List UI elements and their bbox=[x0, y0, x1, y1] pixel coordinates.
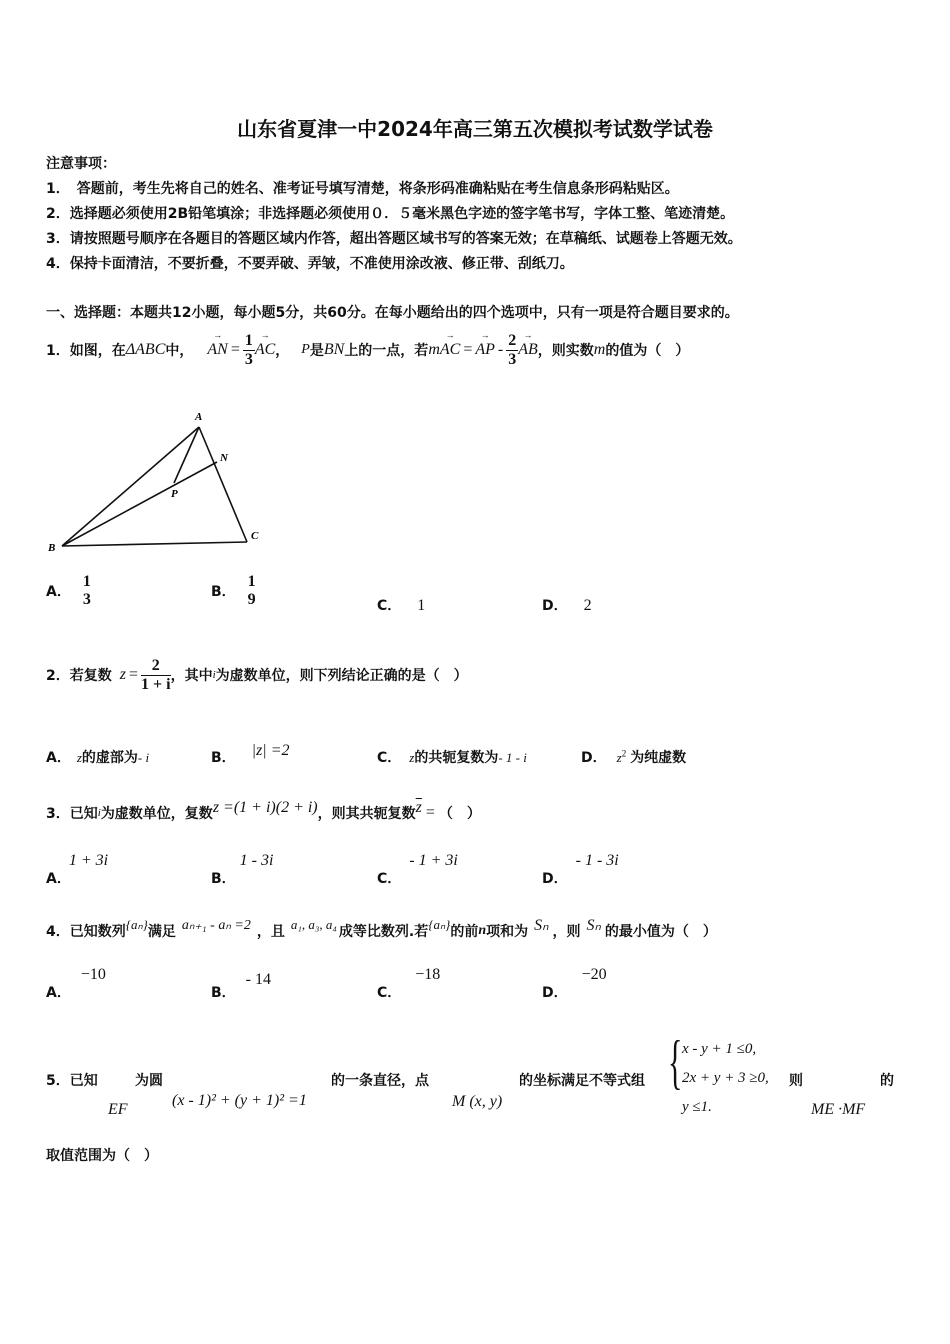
q5-text-1: 5．已知 bbox=[46, 1073, 98, 1089]
vector-an: → AN bbox=[207, 341, 227, 359]
q5-text-7: 取值范围为（ ） bbox=[46, 1148, 158, 1164]
question-4: 4．已知数列 {aₙ} 满足 aₙ₊₁ - aₙ =2 ，且 a₁, a₃, a₄ 成等比数列.若 {aₙ} 的前 n 项和为 Sₙ ，则 Sₙ 的最小值为（ ） bbox=[46, 917, 717, 940]
fraction-one-third: $\frac{1}{3}$ bbox=[244, 331, 253, 368]
q5-circle: (x - 1)² + (y + 1)² =1 bbox=[172, 1092, 307, 1109]
q2-option-a[interactable]: A． z的虚部为- i bbox=[46, 750, 150, 766]
complex-expr: z =(1 + i)(2 + i) bbox=[212, 799, 318, 816]
q5-text-3: 的一条直径，点 bbox=[331, 1073, 429, 1089]
side-ac bbox=[199, 427, 247, 542]
triangle-abc: ΔABC bbox=[125, 341, 166, 358]
inequality-system: x - y + 1 ≤0, 2x + y + 3 ≥0, y ≤1. bbox=[682, 1041, 769, 1115]
q3-option-d[interactable]: D． - 1 - 3i bbox=[542, 852, 619, 887]
side-bc bbox=[62, 542, 247, 546]
triangle-figure bbox=[40, 405, 270, 565]
option-a[interactable]: A． 1 3 bbox=[46, 573, 91, 608]
section-heading: 一、选择题：本题共12小题，每小题5分，共60分。在每小题给出的四个选项中，只有一项是符合题目要求的。 bbox=[46, 305, 739, 321]
label-b: B bbox=[48, 542, 56, 554]
q2-option-c[interactable]: C． z的共轭复数为- 1 - i bbox=[377, 750, 527, 766]
question-1: 1．如图，在 ΔABC 中， → AN = $\frac{1}{3}$ → AC ， P 是 BN 上的一点，若 m → AC = → AP - $\frac{2}{3}$ → AB ，则实数 m 的值为（ ） bbox=[46, 327, 689, 373]
q4-option-d[interactable]: D． −20 bbox=[542, 966, 607, 1001]
q3-option-a[interactable]: A． 1 + 3i bbox=[46, 852, 109, 887]
note-item: 2．选择题必须使用2B铅笔填涂；非选择题必须使用０．５毫米黑色字迹的签字笔书写，字体工整、笔迹清楚。 bbox=[46, 206, 735, 222]
q4-option-c[interactable]: C． −18 bbox=[377, 966, 441, 1001]
segment-bn: BN bbox=[323, 341, 345, 358]
q5-ef: EF bbox=[108, 1101, 128, 1118]
q3-option-c[interactable]: C． - 1 + 3i bbox=[377, 852, 458, 887]
fraction-two-thirds: $\frac{2}{3}$ bbox=[508, 331, 517, 368]
system-brace: { bbox=[668, 1029, 683, 1095]
label-c: C bbox=[251, 530, 259, 542]
q5-dot-product: ME ·MF bbox=[811, 1101, 866, 1118]
label-n: N bbox=[220, 452, 228, 464]
var-m-2: m bbox=[593, 341, 606, 358]
option-c[interactable]: C． 1 bbox=[377, 597, 426, 614]
option-d[interactable]: D． 2 bbox=[542, 597, 592, 614]
fraction: 1 3 bbox=[82, 573, 91, 608]
z-conjugate: $\overline{z}$ bbox=[415, 799, 422, 816]
note-item: 4．保持卡面清洁，不要折叠，不要弄破、弄皱，不准使用涂改液、修正带、刮纸刀。 bbox=[46, 256, 574, 272]
fraction: 1 9 bbox=[247, 573, 256, 608]
q3-option-b[interactable]: B． 1 - 3i bbox=[211, 852, 274, 887]
q5-text-6: 的 bbox=[880, 1073, 894, 1089]
vector-ab: → AB bbox=[518, 341, 538, 359]
q2-option-b[interactable]: B． |z| =2 bbox=[211, 742, 290, 766]
option-b[interactable]: B． 1 9 bbox=[211, 573, 256, 608]
segment-bn-line bbox=[62, 462, 217, 546]
var-m: m bbox=[428, 341, 440, 358]
note-item: 3．请按照题号顺序在各题目的答题区域内作答，超出答题区域书写的答案无效；在草稿纸、试题卷上答题无效。 bbox=[46, 231, 742, 247]
fraction: $\frac{2}{1 + i}$ bbox=[141, 656, 171, 693]
vector-ap: → AP bbox=[475, 341, 495, 359]
vector-ac-2: → AC bbox=[440, 341, 460, 359]
q4-option-a[interactable]: A． −10 bbox=[46, 966, 106, 1001]
note-item: 1． 答题前，考生先将自己的姓名、准考证号填写清楚，将条形码准确粘贴在考生信息条形码粘贴区。 bbox=[46, 181, 679, 197]
q4-option-b[interactable]: B． - 14 bbox=[211, 971, 271, 1001]
point-p: P bbox=[301, 342, 310, 357]
vector-ac: → AC bbox=[255, 341, 275, 359]
notes-heading: 注意事项： bbox=[46, 156, 116, 172]
q5-text-5: 则 bbox=[789, 1073, 803, 1089]
q5-point-m: M (x, y) bbox=[452, 1093, 503, 1110]
question-3: 3．已知 i 为虚数单位，复数 z =(1 + i)(2 + i) ，则其共轭复数 $\overline{z}$ = （ ） bbox=[46, 799, 481, 822]
question-2: 2．若复数 z = $\frac{2}{1 + i}$ ，其中 i 为虚数单位，则下列结论正确的是（ ） bbox=[46, 656, 468, 693]
side-ab bbox=[62, 427, 199, 546]
q5-text-4: 的坐标满足不等式组 bbox=[519, 1073, 645, 1089]
label-a: A bbox=[195, 411, 203, 423]
page-title: 山东省夏津一中2024年高三第五次模拟考试数学试卷 bbox=[237, 117, 713, 141]
q5-text-2: 为圆 bbox=[135, 1073, 163, 1089]
q2-option-d[interactable]: D． $z^2$ 为纯虚数 bbox=[581, 748, 687, 766]
label-p: P bbox=[171, 488, 178, 500]
